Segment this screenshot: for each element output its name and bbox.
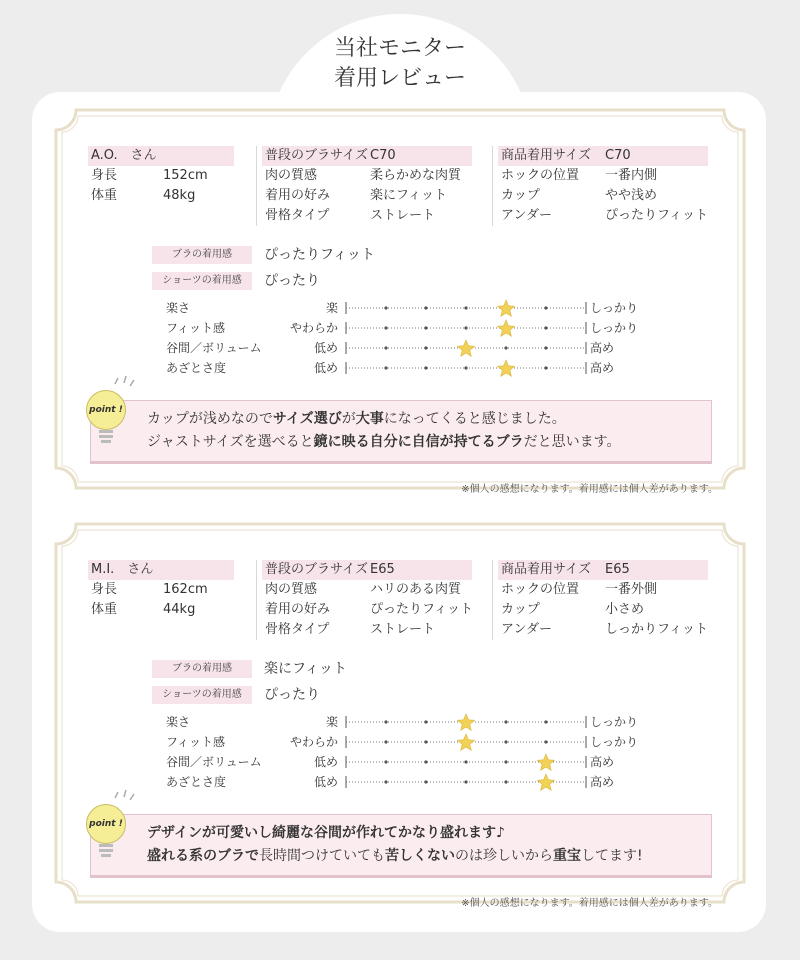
rating-label: 楽さ: [166, 301, 191, 315]
bra-fit-value: ぴったりフィット: [264, 247, 375, 263]
weight-label: 体重: [91, 188, 118, 203]
comment-text: 長時間つけていても: [259, 848, 385, 864]
habit-value: ストレート: [370, 622, 436, 637]
rating-label: あざとさ度: [166, 361, 227, 375]
rating-left-word: 低め: [313, 341, 338, 355]
weight-value: 48kg: [163, 188, 196, 203]
lightbulb-icon: [54, 108, 746, 490]
rating-right-word: 高め: [590, 361, 615, 375]
habit-value: E65: [370, 562, 395, 577]
habit-label: 骨格タイプ: [265, 208, 330, 223]
habit-value: ハリのある肉質: [370, 582, 462, 597]
fitting-value: 一番内側: [605, 168, 658, 183]
height-label: 身長: [91, 168, 118, 183]
height-value: 162cm: [163, 582, 208, 597]
rating-left-word: 低め: [313, 361, 338, 375]
rating-left-word: 楽: [325, 301, 338, 315]
rating-right-word: しっかり: [590, 715, 639, 729]
habit-label: 着用の好み: [265, 602, 331, 617]
rating-left-word: やわらか: [289, 735, 338, 749]
point-badge: point !: [86, 390, 126, 430]
rating-label: 楽さ: [166, 715, 191, 729]
rating-left-word: 楽: [325, 715, 338, 729]
lightbulb-icon: [54, 522, 746, 904]
comment-text: ジャストサイズを選べると: [147, 434, 314, 450]
habit-value: ストレート: [370, 208, 436, 223]
habit-label: 肉の質感: [265, 168, 318, 183]
comment-text: だと思います。: [523, 434, 621, 450]
comment-emphasis: サイズ選び: [272, 411, 342, 427]
habit-label: 普段のブラサイズ: [265, 562, 368, 577]
rating-right-word: 高め: [590, 341, 615, 355]
fitting-label: カップ: [501, 188, 540, 203]
page-title: [268, 34, 532, 94]
comment-text: が: [341, 411, 356, 427]
comment-text: のは珍しいから: [455, 848, 553, 864]
rating-right-word: しっかり: [590, 735, 639, 749]
reviewer-name: A.O. さん: [91, 148, 157, 163]
fitting-label: 商品着用サイズ: [501, 562, 591, 577]
disclaimer-note: ※個人の感想になります。着用感には個人差があります。: [461, 898, 718, 909]
fitting-label: ホックの位置: [501, 168, 580, 183]
comment-emphasis: 重宝: [553, 848, 581, 864]
rating-right-word: 高め: [590, 775, 615, 789]
comment-emphasis: 大事: [355, 411, 384, 427]
habit-value: 楽にフィット: [370, 188, 447, 203]
point-badge: point !: [86, 804, 126, 844]
comment-emphasis: 鏡に映る自分に自信が持てるブラ: [313, 434, 524, 450]
comment-text: になってくると感じました。: [383, 411, 566, 427]
rating-right-word: しっかり: [590, 301, 639, 315]
habit-value: 柔らかめな肉質: [370, 168, 462, 183]
page-title-line2: 着用レビュー: [333, 66, 466, 91]
habit-value: ぴったりフィット: [370, 602, 473, 617]
bra-fit-value: 楽にフィット: [264, 661, 347, 677]
comment-text: カップが浅めなので: [147, 411, 273, 427]
rating-left-word: 低め: [313, 755, 338, 769]
fitting-label: アンダー: [501, 622, 552, 637]
rating-label: 谷間／ボリューム: [166, 755, 262, 769]
weight-value: 44kg: [163, 602, 196, 617]
fitting-value: 一番外側: [605, 582, 658, 597]
disclaimer-note: ※個人の感想になります。着用感には個人差があります。: [461, 484, 718, 495]
fitting-value: ぴったりフィット: [605, 208, 708, 223]
fitting-value: やや浅め: [605, 188, 658, 203]
rating-left-word: やわらか: [289, 321, 338, 335]
rating-label: フィット感: [166, 735, 226, 749]
habit-label: 肉の質感: [265, 582, 318, 597]
page-title-line1: 当社モニター: [333, 36, 466, 61]
rating-right-word: しっかり: [590, 321, 639, 335]
fitting-label: 商品着用サイズ: [501, 148, 591, 163]
comment-emphasis: 盛れる系のブラで: [147, 848, 259, 864]
comment-text: してます!: [581, 848, 643, 864]
weight-label: 体重: [91, 602, 118, 617]
fitting-value: 小さめ: [605, 602, 645, 617]
review-card: [54, 522, 746, 909]
rating-label: 谷間／ボリューム: [166, 341, 262, 355]
height-label: 身長: [91, 582, 118, 597]
comment-emphasis: デザインが可愛いし綺麗な谷間が作れてかなり盛れます♪: [147, 825, 505, 841]
habit-value: C70: [370, 148, 396, 163]
rating-label: あざとさ度: [166, 775, 227, 789]
bra-fit-label: ブラの着用感: [152, 246, 252, 264]
fitting-value: E65: [605, 562, 630, 577]
comment-emphasis: 苦しくない: [385, 848, 455, 864]
fitting-value: C70: [605, 148, 631, 163]
rating-right-word: 高め: [590, 755, 615, 769]
bra-fit-label: ブラの着用感: [152, 660, 252, 678]
habit-label: 骨格タイプ: [265, 622, 330, 637]
fitting-value: しっかりフィット: [605, 622, 708, 637]
review-card: [54, 108, 746, 495]
shorts-fit-value: ぴったり: [264, 687, 320, 703]
shorts-fit-label: ショーツの着用感: [152, 272, 252, 290]
habit-label: 着用の好み: [265, 188, 331, 203]
reviewer-name: M.I. さん: [91, 562, 154, 577]
habit-label: 普段のブラサイズ: [265, 148, 368, 163]
shorts-fit-value: ぴったり: [264, 273, 320, 289]
shorts-fit-label: ショーツの着用感: [152, 686, 252, 704]
rating-left-word: 低め: [313, 775, 338, 789]
fitting-label: カップ: [501, 602, 540, 617]
height-value: 152cm: [163, 168, 208, 183]
rating-label: フィット感: [166, 321, 226, 335]
fitting-label: ホックの位置: [501, 582, 580, 597]
fitting-label: アンダー: [501, 208, 552, 223]
